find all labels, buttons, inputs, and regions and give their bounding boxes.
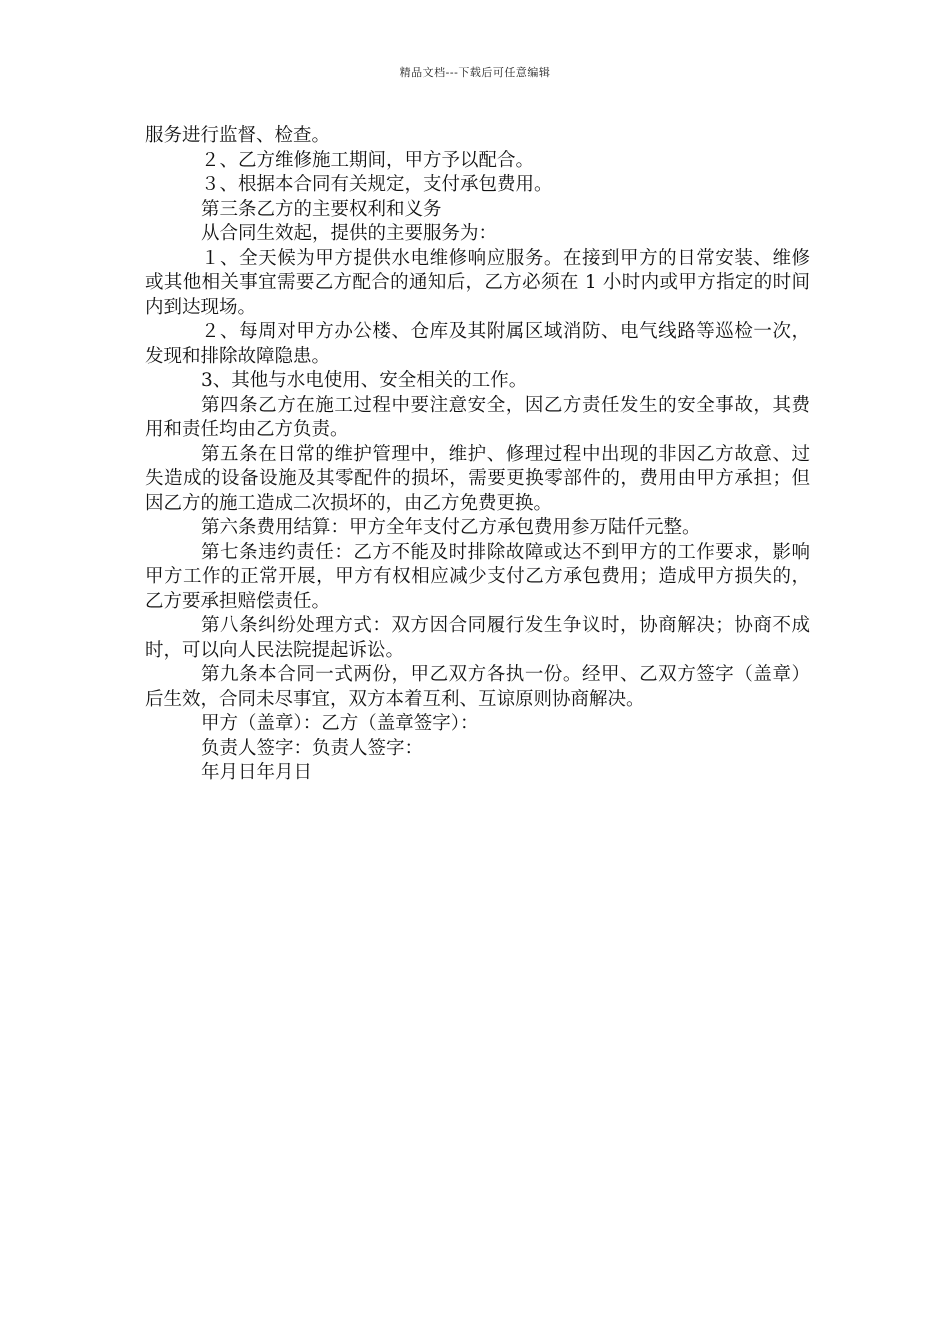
article-7: 第七条违约责任：乙方不能及时排除故障或达不到甲方的工作要求，影响甲方工作的正常开展，甲方有权相应减少支付乙方承包费用；造成甲方损失的，乙方要承担赔偿责任。	[145, 541, 810, 612]
page-header: 精品文档---下载后可任意编辑	[399, 66, 551, 79]
article-9: 第九条本合同一式两份，甲乙双方各执一份。经甲、乙双方签字（盖章）后生效，合同未尽事宜，双方本着互利、互谅原则协商解决。	[145, 664, 810, 710]
paragraph-item-2: ２、乙方维修施工期间，甲方予以配合。	[201, 149, 535, 171]
signature-dates: 年月日年月日	[201, 762, 313, 783]
article-4: 第四条乙方在施工过程中要注意安全，因乙方责任发生的安全事故，其费用和责任均由乙方负责。	[145, 394, 810, 440]
signature-parties: 甲方（盖章）：乙方（盖章签字）：	[201, 713, 479, 734]
article-3-heading: 第三条乙方的主要权利和义务	[201, 198, 442, 220]
paragraph-continuation: 服务进行监督、检查。	[145, 125, 331, 146]
paragraph-item-3: ３、根据本合同有关规定，支付承包费用。	[201, 174, 553, 195]
article-5: 第五条在日常的维护管理中，维护、修理过程中出现的非因乙方故意、过失造成的设备设施及其零配件的损坏，需要更换零部件的，费用由甲方承担；但因乙方的施工造成二次损坏的，由乙方免费更换。	[145, 443, 810, 514]
service-item-1: １、全天候为甲方提供水电维修响应服务。在接到甲方的日常安装、维修或其他相关事宜需要乙方配合的通知后，乙方必须在 1 小时内或甲方指定的时间内到达现场。	[145, 247, 810, 318]
services-intro: 从合同生效起，提供的主要服务为：	[201, 223, 498, 244]
service-item-3: 3、其他与水电使用、安全相关的工作。	[201, 370, 528, 391]
article-6: 第六条费用结算：甲方全年支付乙方承包费用参万陆仟元整。	[201, 517, 701, 538]
service-item-2: ２、每周对甲方办公楼、仓库及其附属区域消防、电气线路等巡检一次，发现和排除故障隐患。	[145, 321, 810, 367]
article-8: 第八条纠纷处理方式：双方因合同履行发生争议时，协商解决；协商不成时，可以向人民法院提起诉讼。	[145, 615, 810, 661]
contract-body	[145, 124, 810, 786]
signature-responsible: 负责人签字：负责人签字：	[201, 737, 424, 759]
